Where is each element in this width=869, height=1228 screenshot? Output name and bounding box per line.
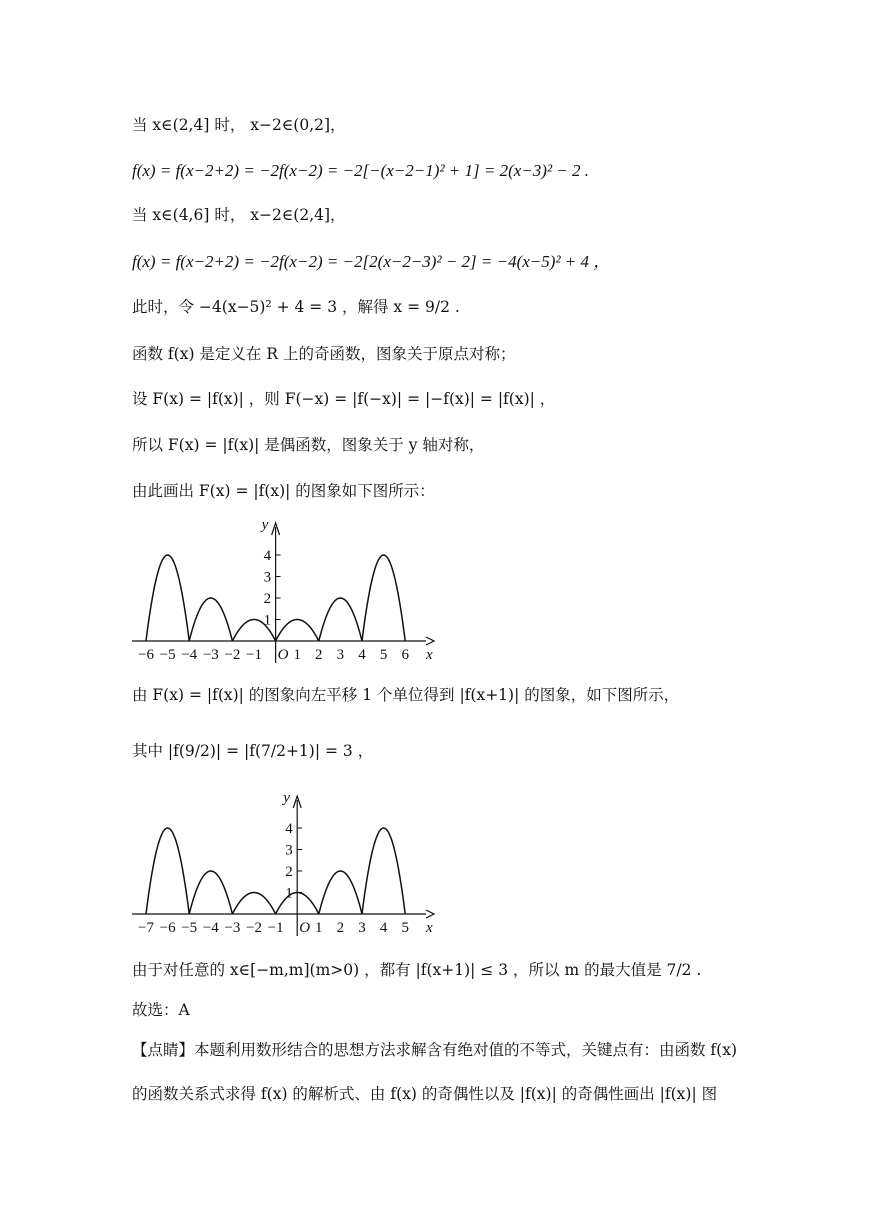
graph-abs-f-shifted <box>128 788 438 938</box>
curve-arch <box>146 828 189 914</box>
curve-arch <box>232 893 275 915</box>
solution-line-9: 由此画出 F(x) = |f(x)| 的图象如下图所示： <box>132 482 435 500</box>
solution-line-11: 其中 |f(9/2)| = |f(7/2+1)| = 3 ， <box>132 742 374 760</box>
y-tick-label: 3 <box>263 569 272 586</box>
curve-arch <box>319 598 362 641</box>
solution-line-10: 由 F(x) = |f(x)| 的图象向左平移 1 个单位得到 |f(x+1)| 的图象，如下图所示， <box>132 686 680 704</box>
solution-line-12: 由于对任意的 x∈[−m,m](m>0) ，都有 |f(x+1)| ≤ 3 ，所以 m 的最大值是 7/2 . <box>132 961 702 979</box>
curve-arch <box>319 871 362 914</box>
solution-line-7: 设 F(x) = |f(x)| ，则 F(−x) = |f(−x)| = |−f(x)| = |f(x)| ， <box>132 390 556 408</box>
origin-label: O <box>299 920 311 936</box>
solution-line-14: 【点睛】本题利用数形结合的思想方法求解含有绝对值的不等式，关键点有：由函数 f(x) <box>132 1041 738 1059</box>
y-tick-label: 4 <box>263 548 272 564</box>
y-tick-label: 1 <box>263 612 272 629</box>
x-tick-label: 2 <box>315 647 323 663</box>
x-tick-label: −3 <box>202 647 219 663</box>
x-tick-label: −1 <box>246 647 262 663</box>
solution-line-15: 的函数关系式求得 f(x) 的解析式、由 f(x) 的奇偶性以及 |f(x)| 的奇偶性画出 |f(x)| 图 <box>132 1085 718 1103</box>
x-tick-label: −2 <box>224 647 241 663</box>
y-tick-label: 2 <box>263 591 272 607</box>
x-tick-label: 1 <box>315 920 323 936</box>
solution-line-13: 故选：A <box>132 1001 190 1019</box>
y-tick-label: 1 <box>285 885 293 902</box>
x-axis-arrow <box>426 910 434 918</box>
x-tick-label: 4 <box>358 647 366 663</box>
solution-line-2: f(x) = f(x−2+2) = −2f(x−2) = −2[−(x−2−1)² + 1] = 2(x−3)² − 2 . <box>132 161 590 180</box>
x-tick-label: 1 <box>293 647 301 663</box>
solution-line-1: 当 x∈(2,4] 时， x−2∈(0,2]， <box>132 116 346 134</box>
x-tick-label: −3 <box>224 920 241 936</box>
x-tick-label: −6 <box>159 920 176 936</box>
curve-arch <box>189 598 232 641</box>
x-tick-label: −7 <box>138 920 154 936</box>
x-tick-label: 2 <box>336 920 345 936</box>
y-axis-label: y <box>283 790 290 806</box>
curve-arch <box>189 871 232 914</box>
solution-line-8: 所以 F(x) = |f(x)| 是偶函数，图象关于 y 轴对称， <box>132 436 485 454</box>
solution-line-3: 当 x∈(4,6] 时， x−2∈(2,4]， <box>132 206 346 224</box>
x-tick-label: −1 <box>267 920 284 936</box>
x-tick-label: −5 <box>181 920 198 936</box>
graph-abs-f <box>128 515 438 665</box>
x-tick-label: −2 <box>246 920 262 936</box>
solution-line-4: f(x) = f(x−2+2) = −2f(x−2) = −2[2(x−2−3)² − 2] = −4(x−5)² + 4 ， <box>132 252 611 271</box>
origin-label: O <box>277 647 289 663</box>
x-tick-label: −4 <box>181 647 198 663</box>
x-tick-label: 5 <box>379 647 388 663</box>
x-axis-label: x <box>426 647 433 663</box>
x-tick-label: −6 <box>138 647 154 663</box>
curve-arch <box>362 828 405 914</box>
curve-arch <box>146 555 189 641</box>
x-tick-label: −4 <box>202 920 219 936</box>
curve-arch <box>276 620 319 642</box>
curve-arch <box>362 555 405 641</box>
x-tick-label: 6 <box>401 647 409 663</box>
x-tick-label: 3 <box>336 647 345 663</box>
x-tick-label: −5 <box>159 647 176 663</box>
x-axis-label: x <box>426 920 433 936</box>
solution-line-5: 此时，令 −4(x−5)² + 4 = 3 ，解得 x = 9/2 . <box>132 298 460 316</box>
y-tick-label: 2 <box>285 864 293 880</box>
x-tick-label: 5 <box>401 920 409 936</box>
x-axis-arrow <box>426 637 434 645</box>
y-tick-label: 4 <box>285 821 293 837</box>
y-axis-label: y <box>261 517 269 533</box>
y-tick-label: 3 <box>285 842 293 859</box>
x-tick-label: 3 <box>358 920 366 936</box>
x-tick-label: 4 <box>379 920 388 936</box>
solution-line-6: 函数 f(x) 是定义在 R 上的奇函数，图象关于原点对称； <box>132 345 516 363</box>
